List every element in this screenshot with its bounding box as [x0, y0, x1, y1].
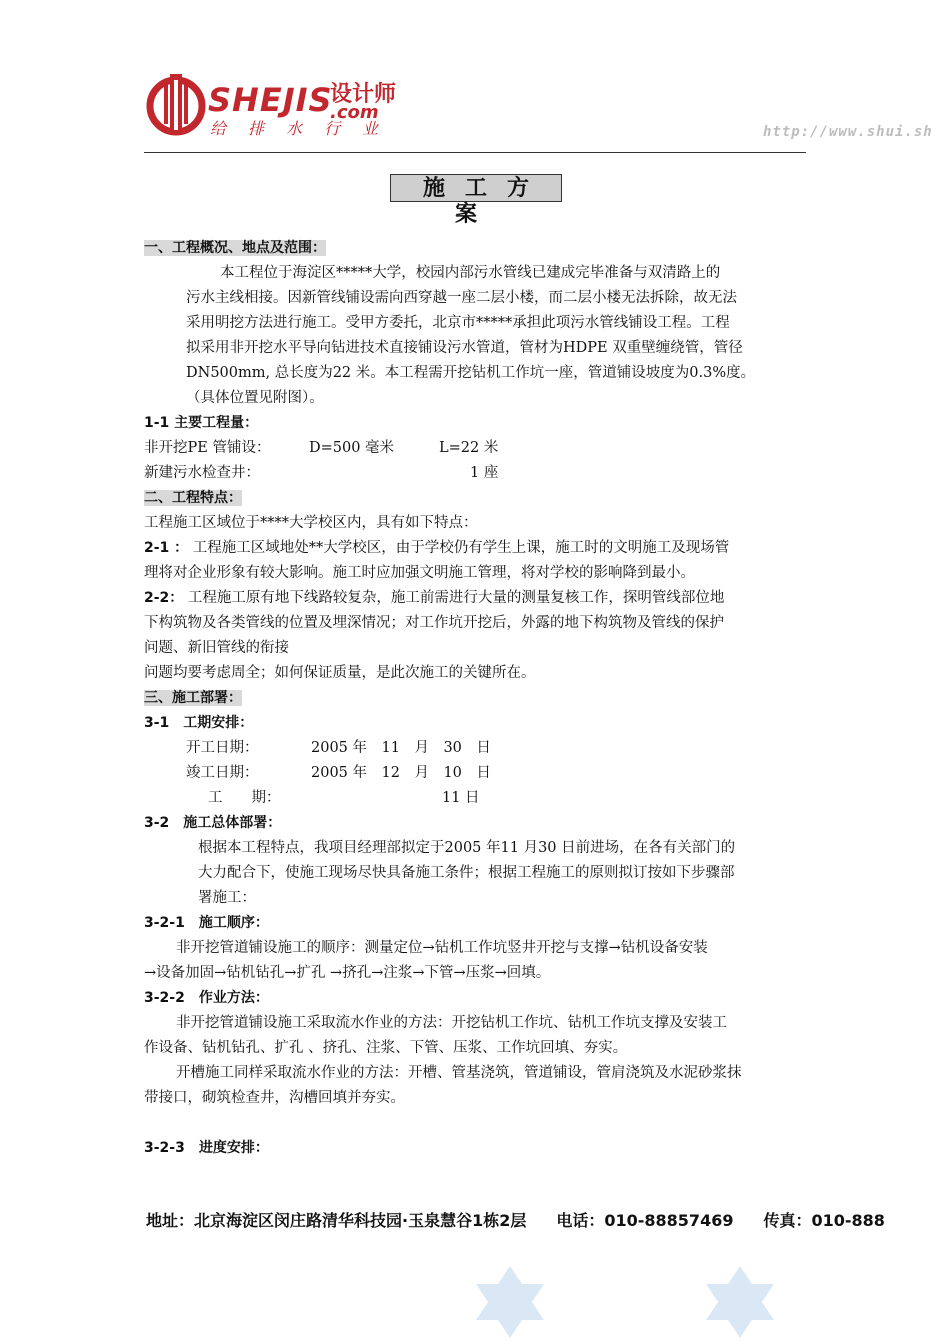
shejis-logo-icon — [146, 70, 206, 136]
paragraph-line: 非开挖管道铺设施工采取流水作业的方法：开挖钻机工作坑、钻机工作坑支撑及安装工 — [176, 1015, 727, 1031]
schedule-row — [144, 736, 808, 761]
paragraph-line: 带接口，砌筑检查井，沟槽回填并夯实。 — [144, 1090, 405, 1106]
paragraph-line: 拟采用非开挖水平导向钻进技术直接铺设污水管道，管材为HDPE 双重壁缠绕管，管径 — [186, 340, 743, 356]
quantity-count: 1 座 — [470, 465, 499, 481]
logo-cn: 设计师 — [330, 82, 397, 107]
paragraph-line: 根据本工程特点，我项目经理部拟定于2005 年11 月30 日前进场，在各有关部门的 — [198, 840, 736, 856]
paragraph-line: 作设备、钻机钻孔、扩孔 、挤孔、注浆、下管、压浆、工作坑回填、夯实。 — [144, 1040, 628, 1056]
schedule-label: 开工日期： — [186, 740, 259, 756]
logo-com: .com — [330, 102, 379, 123]
paragraph-line: 工程施工原有地下线路较复杂，施工前需进行大量的测量复核工作，探明管线部位地 — [187, 590, 725, 606]
paragraph-line: 理将对企业形象有较大影响。施工时应加强文明施工管理，将对学校的影响降到最小。 — [144, 565, 695, 581]
paragraph-line: 采用明挖方法进行施工。受甲方委托，北京市*****承担此项污水管线铺设工程。工程 — [186, 315, 730, 331]
section-3-2-3-heading: 3-2-3 进度安排： — [144, 1140, 269, 1156]
paragraph-line: 非开挖管道铺设施工的顺序：测量定位→钻机工作坑竖井开挖与支撑→钻机设备安装 — [176, 940, 708, 956]
quantity-name: 新建污水检查井： — [144, 465, 260, 481]
paragraph-line: 工程施工区域位于****大学校区内，具有如下特点： — [144, 515, 478, 531]
schedule-value: 2005 年 11 月 30 日 — [311, 740, 491, 756]
schedule-row — [144, 761, 808, 786]
quantity-row — [144, 461, 808, 486]
schedule-label: 工 期： — [208, 790, 281, 806]
paragraph-line: 污水主线相接。因新管线铺设需向西穿越一座二层小楼，而二层小楼无法拆除，故无法 — [186, 290, 737, 306]
header-url: http://www.shui.sh — [763, 124, 933, 140]
page-title: 施工方案 — [390, 174, 562, 202]
page-footer — [146, 1208, 915, 1231]
logo-tagline: 给排水行业 — [210, 119, 401, 138]
section-2-heading: 二、工程特点： — [144, 490, 242, 506]
schedule-value: 11 日 — [442, 790, 480, 806]
footer-phone: 电话：010-88857469 — [556, 1211, 734, 1230]
section-3-2-1-heading: 3-2-1 施工顺序： — [144, 915, 269, 931]
section-1-1-heading: 1-1 主要工程量： — [144, 415, 259, 431]
section-3-2-heading: 3-2 施工总体部署： — [144, 815, 282, 831]
header-divider — [144, 152, 806, 153]
footer-address: 地址：北京海淀区闵庄路清华科技园·玉泉慧谷1栋2层 — [146, 1211, 527, 1230]
schedule-value: 2005 年 12 月 10 日 — [311, 765, 491, 781]
item-2-1-label: 2-1 ： — [144, 540, 189, 556]
quantity-row — [144, 436, 808, 461]
section-3-1-heading: 3-1 工期安排： — [144, 715, 254, 731]
quantity-length: L=22 米 — [439, 440, 499, 456]
watermark-snowflake-icon — [700, 1262, 780, 1342]
watermark-snowflake-icon — [470, 1262, 550, 1342]
paragraph-line: 问题均要考虑周全；如何保证质量，是此次施工的关键所在。 — [144, 665, 536, 681]
paragraph-line: 大力配合下，使施工现场尽快具备施工条件；根据工程施工的原则拟订按如下步骤部 — [198, 865, 735, 881]
paragraph-line: 开槽施工同样采取流水作业的方法：开槽、管基浇筑，管道铺设，管肩浇筑及水泥砂浆抹 — [176, 1065, 742, 1081]
item-2-2-label: 2-2： — [144, 590, 184, 606]
page-header — [0, 0, 950, 160]
section-3-2-2-heading: 3-2-2 作业方法： — [144, 990, 269, 1006]
paragraph-line: 工程施工区域地处**大学校区，由于学校仍有学生上课，施工时的文明施工及现场管 — [192, 540, 730, 556]
section-1-heading: 一、工程概况、地点及范围： — [144, 240, 326, 256]
logo-brand: SHEJIS — [208, 81, 333, 119]
paragraph-line: 本工程位于海淀区*****大学，校园内部污水管线已建成完毕准备与双清路上的 — [220, 265, 721, 281]
schedule-row — [144, 786, 808, 811]
paragraph-line: 署施工： — [198, 890, 256, 906]
quantity-name: 非开挖PE 管铺设： — [144, 440, 271, 456]
footer-fax: 传真：010-888 — [763, 1211, 885, 1230]
paragraph-line: 下构筑物及各类管线的位置及埋深情况；对工作坑开挖后，外露的地下构筑物及管线的保护 — [144, 615, 724, 631]
schedule-label: 竣工日期： — [186, 765, 259, 781]
paragraph-line: DN500mm, 总长度为22 米。本工程需开挖钻机工作坑一座，管道铺设坡度为0.3%度。 — [186, 365, 756, 381]
paragraph-line: （具体位置见附图）。 — [186, 390, 324, 406]
section-3-heading: 三、施工部署： — [144, 690, 242, 706]
paragraph-line: →设备加固→钻机钻孔→扩孔 →挤孔→注浆→下管→压浆→回填。 — [144, 965, 551, 981]
quantity-diameter: D=500 毫米 — [309, 440, 395, 456]
document-body — [144, 236, 808, 1161]
paragraph-line: 问题、新旧管线的衔接 — [144, 640, 289, 656]
